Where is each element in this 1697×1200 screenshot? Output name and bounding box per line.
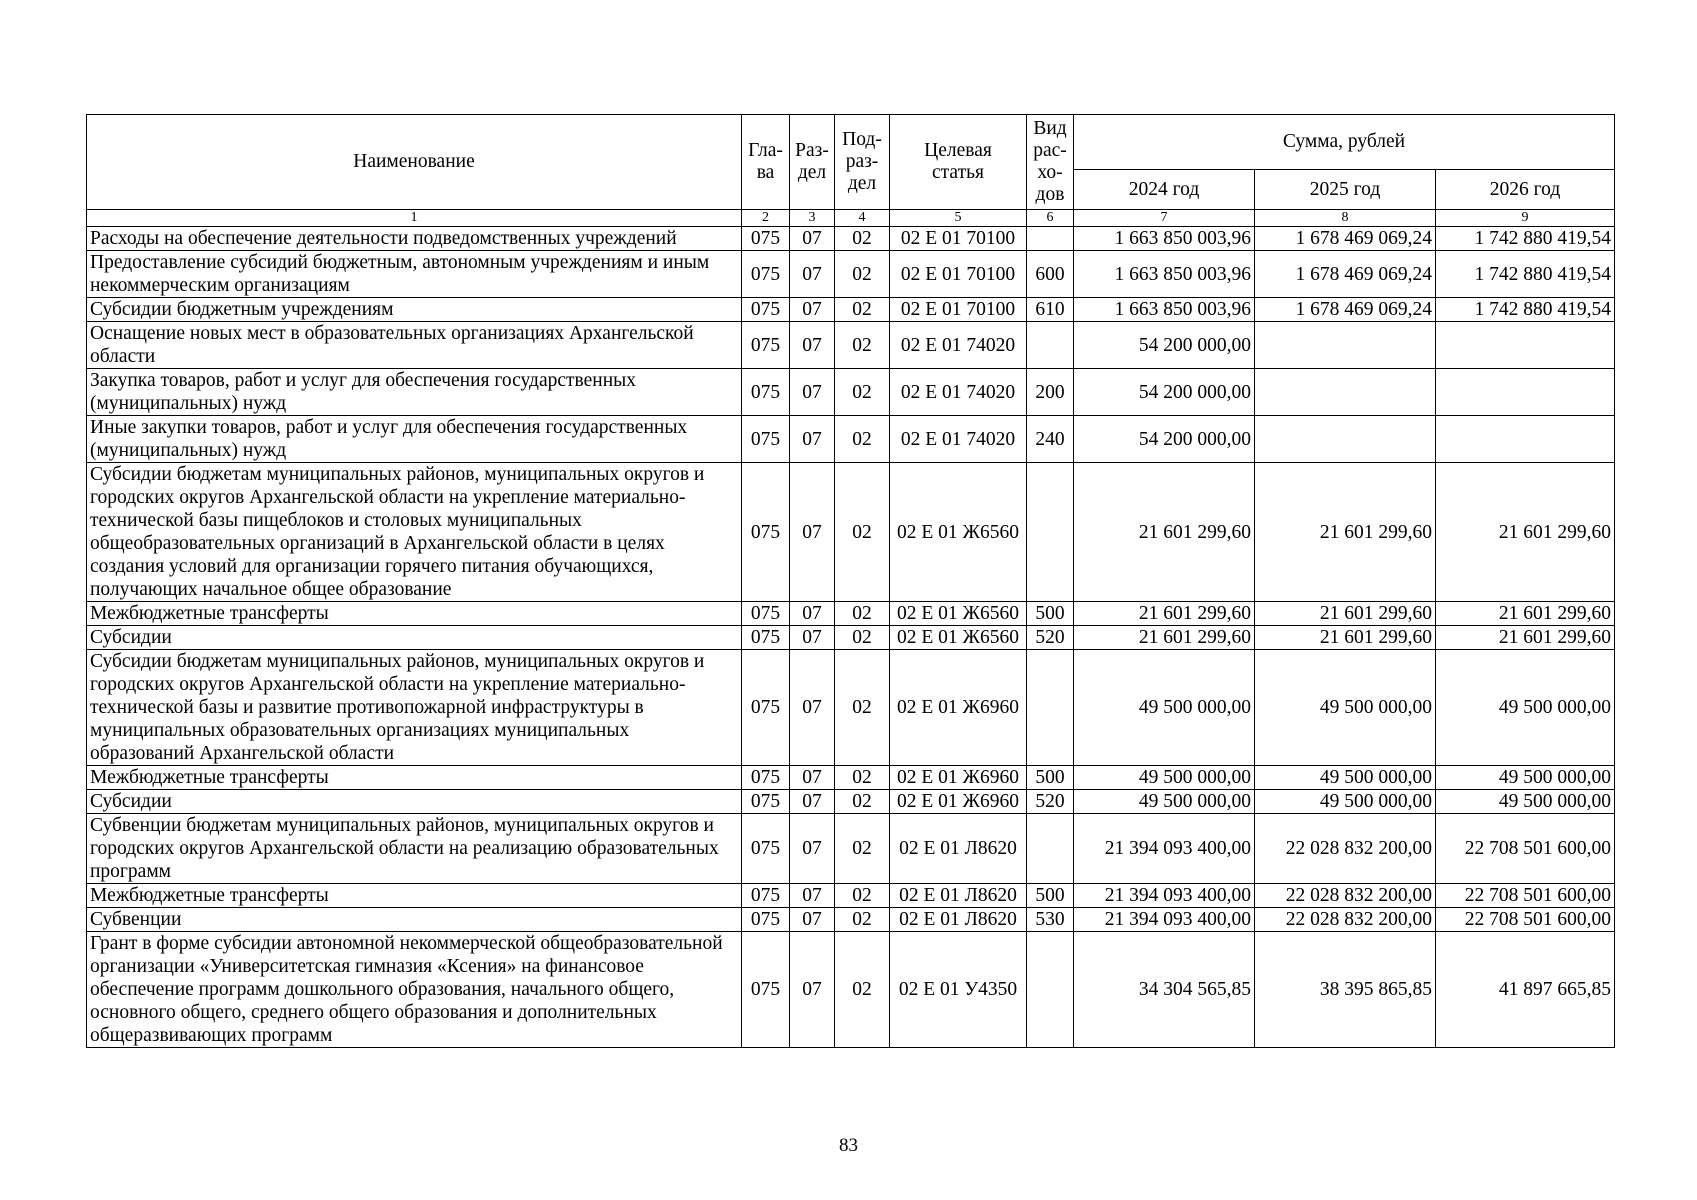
table-row xyxy=(87,884,1615,908)
row-glava: 075 xyxy=(742,298,790,322)
row-glava: 075 xyxy=(742,369,790,416)
header-name xyxy=(87,115,742,210)
table-row xyxy=(87,463,1615,602)
row-amount-2025 xyxy=(1255,322,1436,369)
table-row xyxy=(87,650,1615,766)
row-razdel: 07 xyxy=(790,369,835,416)
column-number: 7 xyxy=(1074,210,1255,227)
row-amount-2025: 49 500 000,00 xyxy=(1255,766,1436,790)
row-amount-2024: 49 500 000,00 xyxy=(1074,790,1255,814)
row-glava: 075 xyxy=(742,626,790,650)
row-glava: 075 xyxy=(742,416,790,463)
row-name: Закупка товаров, работ и услуг для обеспечения государственных (муниципальных) нужд xyxy=(87,369,742,416)
row-podrazdel: 02 xyxy=(835,814,890,884)
table-row xyxy=(87,814,1615,884)
row-name: Межбюджетные трансферты xyxy=(87,884,742,908)
header-vid xyxy=(1027,115,1074,210)
row-glava: 075 xyxy=(742,932,790,1048)
column-number: 4 xyxy=(835,210,890,227)
row-razdel: 07 xyxy=(790,298,835,322)
row-amount-2025 xyxy=(1255,369,1436,416)
row-amount-2026: 49 500 000,00 xyxy=(1436,790,1615,814)
row-amount-2026: 22 708 501 600,00 xyxy=(1436,908,1615,932)
row-podrazdel: 02 xyxy=(835,626,890,650)
row-amount-2026: 21 601 299,60 xyxy=(1436,626,1615,650)
row-amount-2025: 38 395 865,85 xyxy=(1255,932,1436,1048)
row-amount-2026: 1 742 880 419,54 xyxy=(1436,298,1615,322)
header-summa xyxy=(1074,115,1615,170)
row-glava: 075 xyxy=(742,251,790,298)
header-podrazdel xyxy=(835,115,890,210)
row-razdel: 07 xyxy=(790,322,835,369)
row-amount-2026 xyxy=(1436,322,1615,369)
row-amount-2026 xyxy=(1436,369,1615,416)
row-vid: 240 xyxy=(1027,416,1074,463)
row-vid: 610 xyxy=(1027,298,1074,322)
row-razdel: 07 xyxy=(790,814,835,884)
header-glava-text: Гла- ва xyxy=(748,140,783,183)
row-vid: 200 xyxy=(1027,369,1074,416)
table-body xyxy=(87,227,1615,1048)
row-podrazdel: 02 xyxy=(835,463,890,602)
row-glava: 075 xyxy=(742,322,790,369)
row-amount-2025: 1 678 469 069,24 xyxy=(1255,298,1436,322)
row-glava: 075 xyxy=(742,884,790,908)
row-razdel: 07 xyxy=(790,766,835,790)
row-razdel: 07 xyxy=(790,884,835,908)
row-target: 02 Е 01 Ж6960 xyxy=(890,766,1027,790)
row-amount-2025: 22 028 832 200,00 xyxy=(1255,884,1436,908)
row-amount-2024: 21 601 299,60 xyxy=(1074,602,1255,626)
row-amount-2024: 21 394 093 400,00 xyxy=(1074,908,1255,932)
row-vid: 530 xyxy=(1027,908,1074,932)
row-glava: 075 xyxy=(742,602,790,626)
row-glava: 075 xyxy=(742,790,790,814)
table-row xyxy=(87,227,1615,251)
row-amount-2026: 49 500 000,00 xyxy=(1436,766,1615,790)
row-target: 02 Е 01 Ж6560 xyxy=(890,463,1027,602)
row-target: 02 Е 01 70100 xyxy=(890,251,1027,298)
header-name-text: Наименование xyxy=(353,151,475,172)
column-number: 8 xyxy=(1255,210,1436,227)
row-razdel: 07 xyxy=(790,650,835,766)
row-target: 02 Е 01 Ж6560 xyxy=(890,626,1027,650)
row-razdel: 07 xyxy=(790,416,835,463)
column-number: 5 xyxy=(890,210,1027,227)
header-celevaya xyxy=(890,115,1027,210)
row-name: Субсидии бюджетам муниципальных районов, муниципальных округов и городских округов Архангельской области на укрепление материально-технической базы и развитие противопожарной инфраструктуры в муниципальных образовательных организациях муниципальных образований Архангельской области xyxy=(87,650,742,766)
table-row xyxy=(87,602,1615,626)
row-name: Субсидии xyxy=(87,790,742,814)
row-glava: 075 xyxy=(742,766,790,790)
row-amount-2025: 1 678 469 069,24 xyxy=(1255,251,1436,298)
column-number: 2 xyxy=(742,210,790,227)
column-number: 9 xyxy=(1436,210,1615,227)
header-razdel xyxy=(790,115,835,210)
row-podrazdel: 02 xyxy=(835,251,890,298)
row-podrazdel: 02 xyxy=(835,602,890,626)
row-vid: 600 xyxy=(1027,251,1074,298)
row-amount-2026: 1 742 880 419,54 xyxy=(1436,227,1615,251)
page-number: 83 xyxy=(839,1135,858,1156)
row-name: Субвенции xyxy=(87,908,742,932)
row-razdel: 07 xyxy=(790,251,835,298)
row-podrazdel: 02 xyxy=(835,227,890,251)
column-number-row xyxy=(87,210,1615,227)
row-target: 02 Е 01 Ж6560 xyxy=(890,602,1027,626)
row-podrazdel: 02 xyxy=(835,908,890,932)
table-row xyxy=(87,790,1615,814)
table-row xyxy=(87,251,1615,298)
row-glava: 075 xyxy=(742,227,790,251)
header-summa-text: Сумма, рублей xyxy=(1282,131,1406,152)
row-name: Субсидии xyxy=(87,626,742,650)
row-target: 02 Е 01 Л8620 xyxy=(890,884,1027,908)
row-amount-2024: 21 394 093 400,00 xyxy=(1074,884,1255,908)
row-vid: 500 xyxy=(1027,602,1074,626)
row-name: Межбюджетные трансферты xyxy=(87,766,742,790)
row-target: 02 Е 01 Ж6960 xyxy=(890,650,1027,766)
table-row xyxy=(87,932,1615,1048)
table-row xyxy=(87,908,1615,932)
row-amount-2024: 34 304 565,85 xyxy=(1074,932,1255,1048)
row-podrazdel: 02 xyxy=(835,932,890,1048)
row-amount-2025: 21 601 299,60 xyxy=(1255,463,1436,602)
row-podrazdel: 02 xyxy=(835,369,890,416)
row-target: 02 Е 01 Ж6960 xyxy=(890,790,1027,814)
column-number: 1 xyxy=(87,210,742,227)
row-name: Расходы на обеспечение деятельности подведомственных учреждений xyxy=(87,227,742,251)
row-podrazdel: 02 xyxy=(835,298,890,322)
row-razdel: 07 xyxy=(790,626,835,650)
row-amount-2026: 21 601 299,60 xyxy=(1436,463,1615,602)
row-target: 02 Е 01 74020 xyxy=(890,416,1027,463)
row-razdel: 07 xyxy=(790,932,835,1048)
row-glava: 075 xyxy=(742,650,790,766)
row-amount-2025: 49 500 000,00 xyxy=(1255,650,1436,766)
row-amount-2024: 1 663 850 003,96 xyxy=(1074,298,1255,322)
row-target: 02 Е 01 Л8620 xyxy=(890,814,1027,884)
row-vid xyxy=(1027,227,1074,251)
row-target: 02 Е 01 Л8620 xyxy=(890,908,1027,932)
row-vid: 520 xyxy=(1027,626,1074,650)
row-amount-2025: 49 500 000,00 xyxy=(1255,790,1436,814)
row-amount-2026: 22 708 501 600,00 xyxy=(1436,884,1615,908)
row-vid: 500 xyxy=(1027,766,1074,790)
row-amount-2026: 22 708 501 600,00 xyxy=(1436,814,1615,884)
row-amount-2025: 22 028 832 200,00 xyxy=(1255,908,1436,932)
row-razdel: 07 xyxy=(790,602,835,626)
header-celevaya-text: Целевая статья xyxy=(924,140,992,183)
row-amount-2024: 21 601 299,60 xyxy=(1074,626,1255,650)
row-amount-2025: 21 601 299,60 xyxy=(1255,602,1436,626)
header-glava xyxy=(742,115,790,210)
row-name: Субвенции бюджетам муниципальных районов, муниципальных округов и городских округов Архангельской области на реализацию образовательных программ xyxy=(87,814,742,884)
row-amount-2024: 49 500 000,00 xyxy=(1074,766,1255,790)
row-name: Иные закупки товаров, работ и услуг для обеспечения государственных (муниципальных) нужд xyxy=(87,416,742,463)
table-row xyxy=(87,369,1615,416)
row-target: 02 Е 01 70100 xyxy=(890,227,1027,251)
table-row xyxy=(87,298,1615,322)
table-row xyxy=(87,416,1615,463)
row-amount-2025 xyxy=(1255,416,1436,463)
row-target: 02 Е 01 70100 xyxy=(890,298,1027,322)
table-row xyxy=(87,322,1615,369)
header-year-2025: 2025 год xyxy=(1255,170,1436,210)
row-amount-2024: 54 200 000,00 xyxy=(1074,369,1255,416)
row-vid xyxy=(1027,463,1074,602)
row-amount-2024: 1 663 850 003,96 xyxy=(1074,251,1255,298)
header-razdel-text: Раз- дел xyxy=(795,140,829,183)
row-amount-2025: 1 678 469 069,24 xyxy=(1255,227,1436,251)
table-row xyxy=(87,766,1615,790)
row-target: 02 Е 01 У4350 xyxy=(890,932,1027,1048)
row-vid xyxy=(1027,650,1074,766)
row-amount-2025: 21 601 299,60 xyxy=(1255,626,1436,650)
row-podrazdel: 02 xyxy=(835,790,890,814)
row-name: Субсидии бюджетам муниципальных районов, муниципальных округов и городских округов Архангельской области на укрепление материально-технической базы пищеблоков и столовых муниципальных общеобразовательных организаций в Архангельской области в целях создания условий для организации горячего питания обучающихся, получающих начальное общее образование xyxy=(87,463,742,602)
row-podrazdel: 02 xyxy=(835,416,890,463)
column-number: 6 xyxy=(1027,210,1074,227)
table-row xyxy=(87,626,1615,650)
row-razdel: 07 xyxy=(790,908,835,932)
row-amount-2024: 21 601 299,60 xyxy=(1074,463,1255,602)
row-vid xyxy=(1027,932,1074,1048)
row-podrazdel: 02 xyxy=(835,884,890,908)
budget-table xyxy=(86,114,1615,1048)
header-podrazdel-text: Под- раз- дел xyxy=(842,129,882,194)
row-amount-2026: 1 742 880 419,54 xyxy=(1436,251,1615,298)
header-year-2026: 2026 год xyxy=(1436,170,1615,210)
header-vid-text: Вид рас- хо- дов xyxy=(1033,118,1067,205)
row-vid: 500 xyxy=(1027,884,1074,908)
row-amount-2026 xyxy=(1436,416,1615,463)
row-glava: 075 xyxy=(742,463,790,602)
row-amount-2024: 54 200 000,00 xyxy=(1074,416,1255,463)
row-amount-2024: 21 394 093 400,00 xyxy=(1074,814,1255,884)
row-razdel: 07 xyxy=(790,790,835,814)
header-year-2024: 2024 год xyxy=(1074,170,1255,210)
row-amount-2026: 41 897 665,85 xyxy=(1436,932,1615,1048)
row-amount-2024: 54 200 000,00 xyxy=(1074,322,1255,369)
row-razdel: 07 xyxy=(790,227,835,251)
row-razdel: 07 xyxy=(790,463,835,602)
row-podrazdel: 02 xyxy=(835,322,890,369)
row-vid: 520 xyxy=(1027,790,1074,814)
row-target: 02 Е 01 74020 xyxy=(890,369,1027,416)
row-vid xyxy=(1027,322,1074,369)
row-name: Межбюджетные трансферты xyxy=(87,602,742,626)
row-name: Субсидии бюджетным учреждениям xyxy=(87,298,742,322)
row-glava: 075 xyxy=(742,814,790,884)
row-name: Грант в форме субсидии автономной некоммерческой общеобразовательной организации «Университетская гимназия «Ксения» на финансовое обеспечение программ дошкольного образования, начального общего, основного общего, среднего общего образования и дополнительных общеразвивающих программ xyxy=(87,932,742,1048)
row-amount-2026: 49 500 000,00 xyxy=(1436,650,1615,766)
row-amount-2024: 49 500 000,00 xyxy=(1074,650,1255,766)
row-name: Предоставление субсидий бюджетным, автономным учреждениям и иным некоммерческим организациям xyxy=(87,251,742,298)
row-podrazdel: 02 xyxy=(835,650,890,766)
row-glava: 075 xyxy=(742,908,790,932)
column-number: 3 xyxy=(790,210,835,227)
row-podrazdel: 02 xyxy=(835,766,890,790)
row-amount-2024: 1 663 850 003,96 xyxy=(1074,227,1255,251)
row-target: 02 Е 01 74020 xyxy=(890,322,1027,369)
row-name: Оснащение новых мест в образовательных организациях Архангельской области xyxy=(87,322,742,369)
row-amount-2026: 21 601 299,60 xyxy=(1436,602,1615,626)
row-vid xyxy=(1027,814,1074,884)
row-amount-2025: 22 028 832 200,00 xyxy=(1255,814,1436,884)
